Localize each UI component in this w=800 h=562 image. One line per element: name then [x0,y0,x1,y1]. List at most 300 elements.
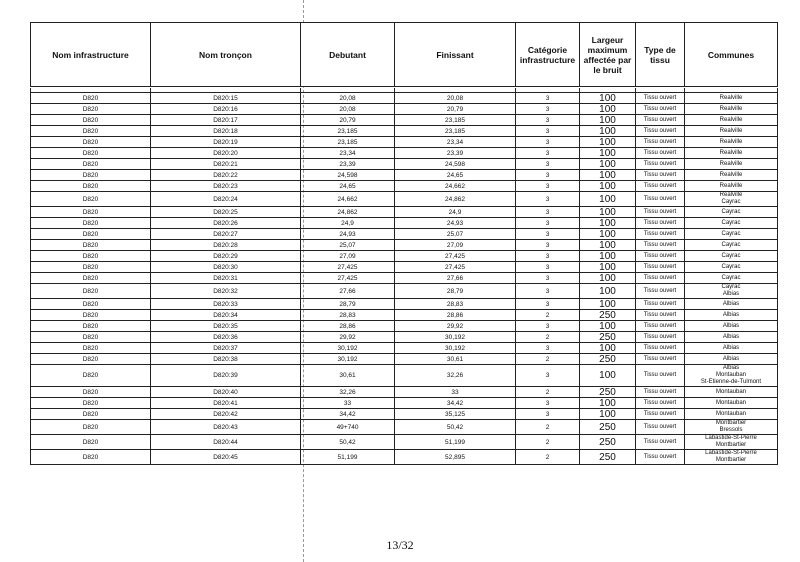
cell-categorie: 3 [516,398,580,409]
table-row [31,420,778,435]
cell-largeur: 250 [580,450,636,465]
commune-name: Albias [722,333,740,340]
cell-tissu: Tissu ouvert [636,93,685,104]
cell-troncon: D820:35 [151,321,301,332]
cell-finissant: 27,09 [395,240,516,251]
cell-tissu: Tissu ouvert [636,240,685,251]
cell-troncon: D820:25 [151,207,301,218]
cell-communes [685,321,778,332]
cell-debutant: 33 [301,398,395,409]
cell-tissu: Tissu ouvert [636,409,685,420]
cell-finissant: 27,66 [395,273,516,284]
cell-infrastructure: D820 [31,284,151,299]
cell-debutant: 28,86 [301,321,395,332]
cell-debutant: 51,199 [301,450,395,465]
cell-finissant: 24,65 [395,170,516,181]
cell-infrastructure: D820 [31,262,151,273]
cell-debutant: 24,662 [301,192,395,207]
cell-finissant: 23,39 [395,148,516,159]
cell-tissu: Tissu ouvert [636,115,685,126]
cell-largeur: 100 [580,299,636,310]
cell-troncon: D820:30 [151,262,301,273]
cell-categorie: 2 [516,435,580,450]
table-row [31,159,778,170]
commune-name: Cayrac [721,230,741,237]
table-row [31,137,778,148]
cell-infrastructure: D820 [31,126,151,137]
commune-name: Cayrac [721,274,741,281]
commune-name: Albias [722,300,740,307]
cell-largeur: 100 [580,240,636,251]
cell-finissant: 27,425 [395,262,516,273]
cell-categorie: 3 [516,229,580,240]
cell-troncon: D820:42 [151,409,301,420]
cell-infrastructure: D820 [31,398,151,409]
cell-debutant: 30,192 [301,354,395,365]
cell-infrastructure: D820 [31,409,151,420]
commune-name: Albias [722,322,740,329]
cell-infrastructure: D820 [31,435,151,450]
commune-name: Cayrac [721,263,741,270]
cell-tissu: Tissu ouvert [636,104,685,115]
cell-debutant: 27,425 [301,262,395,273]
commune-name: Realville [719,160,743,167]
commune-name: Montauban [715,388,747,395]
cell-communes [685,262,778,273]
table-row [31,299,778,310]
cell-finissant: 23,185 [395,126,516,137]
commune-name: Realville [719,171,743,178]
cell-infrastructure: D820 [31,181,151,192]
cell-infrastructure: D820 [31,207,151,218]
commune-name: Cayrac [721,208,741,215]
cell-communes [685,104,778,115]
cell-communes [685,387,778,398]
cell-tissu: Tissu ouvert [636,251,685,262]
cell-categorie: 3 [516,126,580,137]
commune-name: Realville [719,127,743,134]
cell-tissu: Tissu ouvert [636,321,685,332]
cell-infrastructure: D820 [31,420,151,435]
header-infrastructure: Nom infrastructure [31,23,151,87]
cell-troncon: D820:16 [151,104,301,115]
table-body [31,88,778,465]
cell-categorie: 3 [516,218,580,229]
cell-communes [685,273,778,284]
cell-debutant: 23,185 [301,137,395,148]
commune-name: Realville [719,105,743,112]
cell-communes [685,420,778,435]
cell-communes [685,148,778,159]
header-finissant: Finissant [395,23,516,87]
cell-largeur: 250 [580,420,636,435]
cell-finissant: 28,83 [395,299,516,310]
table-row [31,321,778,332]
cell-troncon: D820:24 [151,192,301,207]
cell-communes [685,93,778,104]
cell-finissant: 51,199 [395,435,516,450]
cell-largeur: 100 [580,148,636,159]
cell-largeur: 250 [580,387,636,398]
cell-finissant: 24,862 [395,192,516,207]
cell-categorie: 3 [516,93,580,104]
cell-tissu: Tissu ouvert [636,310,685,321]
cell-largeur: 100 [580,321,636,332]
cell-largeur: 100 [580,398,636,409]
commune-name: Realville [719,94,743,101]
cell-finissant: 30,192 [395,343,516,354]
commune-name: Albias [722,291,740,297]
table-row [31,343,778,354]
cell-troncon: D820:40 [151,387,301,398]
cell-finissant: 24,598 [395,159,516,170]
cell-categorie: 3 [516,365,580,387]
cell-debutant: 24,93 [301,229,395,240]
cell-finissant: 24,662 [395,181,516,192]
commune-name: Cayrac [721,219,741,226]
commune-name: Albias [722,311,740,318]
cell-communes [685,181,778,192]
cell-categorie: 3 [516,104,580,115]
cell-tissu: Tissu ouvert [636,450,685,465]
table-row [31,450,778,465]
commune-name: Montauban [715,372,747,378]
cell-debutant: 24,65 [301,181,395,192]
cell-categorie: 3 [516,284,580,299]
header-debutant: Debutant [301,23,395,87]
cell-categorie: 2 [516,354,580,365]
cell-largeur: 100 [580,284,636,299]
table-row [31,218,778,229]
cell-categorie: 3 [516,343,580,354]
cell-largeur: 250 [580,310,636,321]
cell-infrastructure: D820 [31,332,151,343]
cell-tissu: Tissu ouvert [636,148,685,159]
cell-categorie: 2 [516,387,580,398]
table-row [31,398,778,409]
commune-name: Albias [722,355,740,362]
cell-categorie: 3 [516,170,580,181]
cell-finissant: 28,79 [395,284,516,299]
cell-communes [685,398,778,409]
cell-communes [685,251,778,262]
cell-debutant: 27,425 [301,273,395,284]
cell-categorie: 3 [516,148,580,159]
cell-finissant: 28,86 [395,310,516,321]
cell-largeur: 100 [580,229,636,240]
cell-debutant: 20,79 [301,115,395,126]
table-row [31,273,778,284]
cell-largeur: 100 [580,93,636,104]
cell-largeur: 100 [580,170,636,181]
table-row [31,365,778,387]
page-number: 13/32 [386,538,414,552]
cell-troncon: D820:29 [151,251,301,262]
cell-infrastructure: D820 [31,170,151,181]
cell-debutant: 23,39 [301,159,395,170]
cell-largeur: 100 [580,273,636,284]
cell-infrastructure: D820 [31,192,151,207]
commune-name: Montauban [715,399,747,406]
cell-largeur: 100 [580,343,636,354]
table-row [31,262,778,273]
cell-infrastructure: D820 [31,93,151,104]
commune-name: Cayrac [721,252,741,259]
cell-troncon: D820:44 [151,435,301,450]
cell-communes [685,365,778,387]
cell-infrastructure: D820 [31,343,151,354]
cell-troncon: D820:36 [151,332,301,343]
commune-name: Realville [719,182,743,189]
cell-troncon: D820:18 [151,126,301,137]
table-row [31,435,778,450]
cell-largeur: 250 [580,354,636,365]
cell-largeur: 100 [580,115,636,126]
header-categorie: Catégorie infrastructure [516,23,580,87]
cell-communes [685,299,778,310]
cell-finissant: 24,93 [395,218,516,229]
cell-infrastructure: D820 [31,218,151,229]
table-row [31,310,778,321]
cell-infrastructure: D820 [31,387,151,398]
cell-finissant: 50,42 [395,420,516,435]
cell-troncon: D820:39 [151,365,301,387]
cell-tissu: Tissu ouvert [636,262,685,273]
cell-largeur: 250 [580,332,636,343]
cell-infrastructure: D820 [31,115,151,126]
cell-communes [685,284,778,299]
table-row [31,170,778,181]
cell-tissu: Tissu ouvert [636,192,685,207]
cell-categorie: 3 [516,240,580,251]
cell-tissu: Tissu ouvert [636,435,685,450]
cell-troncon: D820:43 [151,420,301,435]
cell-debutant: 24,862 [301,207,395,218]
commune-name: Bressols [719,427,743,433]
cell-infrastructure: D820 [31,450,151,465]
cell-troncon: D820:21 [151,159,301,170]
commune-name: Realville [719,192,743,198]
cell-categorie: 2 [516,450,580,465]
cell-troncon: D820:37 [151,343,301,354]
cell-troncon: D820:20 [151,148,301,159]
table-header [30,22,778,87]
table-row [31,148,778,159]
cell-communes [685,343,778,354]
cell-troncon: D820:45 [151,450,301,465]
cell-tissu: Tissu ouvert [636,354,685,365]
cell-debutant: 24,9 [301,218,395,229]
table-row [31,354,778,365]
cell-largeur: 100 [580,262,636,273]
cell-communes [685,192,778,207]
cell-finissant: 20,79 [395,104,516,115]
cell-tissu: Tissu ouvert [636,170,685,181]
cell-troncon: D820:17 [151,115,301,126]
commune-name: Realville [719,149,743,156]
table-row [31,251,778,262]
cell-communes [685,137,778,148]
cell-communes [685,435,778,450]
cell-troncon: D820:34 [151,310,301,321]
cell-tissu: Tissu ouvert [636,218,685,229]
commune-name: Montbartier [715,420,747,426]
table-row [31,192,778,207]
commune-name: Labastide-St-Pierre [705,435,757,441]
cell-troncon: D820:19 [151,137,301,148]
cell-largeur: 100 [580,409,636,420]
cell-troncon: D820:15 [151,93,301,104]
cell-communes [685,450,778,465]
cell-tissu: Tissu ouvert [636,365,685,387]
commune-name: Montbartier [715,457,747,463]
cell-infrastructure: D820 [31,365,151,387]
cell-communes [685,159,778,170]
cell-communes [685,115,778,126]
cell-infrastructure: D820 [31,229,151,240]
commune-name: Cayrac [721,284,741,290]
header-largeur: Largeur maximum affectée par le bruit [580,23,636,87]
table-row [31,181,778,192]
cell-communes [685,126,778,137]
cell-troncon: D820:33 [151,299,301,310]
cell-troncon: D820:26 [151,218,301,229]
cell-debutant: 34,42 [301,409,395,420]
cell-largeur: 100 [580,251,636,262]
cell-communes [685,218,778,229]
cell-tissu: Tissu ouvert [636,332,685,343]
cell-infrastructure: D820 [31,148,151,159]
cell-largeur: 100 [580,218,636,229]
cell-tissu: Tissu ouvert [636,420,685,435]
cell-infrastructure: D820 [31,299,151,310]
cell-infrastructure: D820 [31,240,151,251]
cell-categorie: 3 [516,159,580,170]
cell-largeur: 100 [580,159,636,170]
cell-tissu: Tissu ouvert [636,273,685,284]
cell-finissant: 25,07 [395,229,516,240]
cell-debutant: 23,34 [301,148,395,159]
commune-name: Montbartier [715,442,747,448]
cell-troncon: D820:28 [151,240,301,251]
cell-largeur: 100 [580,365,636,387]
cell-finissant: 30,192 [395,332,516,343]
cell-finissant: 34,42 [395,398,516,409]
cell-infrastructure: D820 [31,104,151,115]
cell-categorie: 3 [516,273,580,284]
cell-debutant: 27,66 [301,284,395,299]
cell-tissu: Tissu ouvert [636,181,685,192]
commune-name: Cayrac [721,199,741,205]
cell-debutant: 50,42 [301,435,395,450]
cell-tissu: Tissu ouvert [636,299,685,310]
cell-debutant: 24,598 [301,170,395,181]
commune-name: Montauban [715,410,747,417]
table-row [31,93,778,104]
commune-name: St-Etienne-de-Tulmont [700,379,762,385]
cell-infrastructure: D820 [31,159,151,170]
cell-communes [685,332,778,343]
cell-debutant: 29,92 [301,332,395,343]
cell-tissu: Tissu ouvert [636,387,685,398]
cell-tissu: Tissu ouvert [636,207,685,218]
commune-name: Labastide-St-Pierre [705,450,757,456]
cell-largeur: 100 [580,192,636,207]
cell-troncon: D820:31 [151,273,301,284]
commune-name: Realville [719,138,743,145]
cell-finissant: 24,9 [395,207,516,218]
cell-troncon: D820:23 [151,181,301,192]
data-table [30,88,778,465]
cell-tissu: Tissu ouvert [636,343,685,354]
cell-communes [685,354,778,365]
cell-tissu: Tissu ouvert [636,159,685,170]
cell-debutant: 20,08 [301,104,395,115]
cell-largeur: 100 [580,104,636,115]
cell-finissant: 29,92 [395,321,516,332]
cell-finissant: 23,34 [395,137,516,148]
commune-name: Cayrac [721,241,741,248]
cell-debutant: 27,09 [301,251,395,262]
cell-categorie: 3 [516,299,580,310]
cell-finissant: 35,125 [395,409,516,420]
cell-finissant: 33 [395,387,516,398]
cell-troncon: D820:41 [151,398,301,409]
cell-tissu: Tissu ouvert [636,126,685,137]
commune-name: Albias [722,365,740,371]
table-row [31,229,778,240]
cell-troncon: D820:32 [151,284,301,299]
table-row [31,284,778,299]
cell-categorie: 3 [516,115,580,126]
cell-finissant: 30,61 [395,354,516,365]
commune-name: Albias [722,344,740,351]
table-row [31,115,778,126]
table-row [31,409,778,420]
cell-infrastructure: D820 [31,137,151,148]
cell-tissu: Tissu ouvert [636,229,685,240]
cell-communes [685,310,778,321]
cell-troncon: D820:38 [151,354,301,365]
cell-categorie: 3 [516,251,580,262]
cell-debutant: 20,08 [301,93,395,104]
cell-categorie: 3 [516,137,580,148]
header-troncon: Nom tronçon [151,23,301,87]
cell-communes [685,207,778,218]
cell-infrastructure: D820 [31,310,151,321]
cell-largeur: 100 [580,181,636,192]
header-tissu: Type de tissu [636,23,685,87]
cell-finissant: 23,185 [395,115,516,126]
cell-finissant: 32,26 [395,365,516,387]
cell-finissant: 20,08 [395,93,516,104]
cell-categorie: 3 [516,207,580,218]
cell-largeur: 100 [580,137,636,148]
cell-troncon: D820:22 [151,170,301,181]
cell-infrastructure: D820 [31,273,151,284]
cell-finissant: 52,895 [395,450,516,465]
cell-largeur: 100 [580,207,636,218]
cell-tissu: Tissu ouvert [636,137,685,148]
cell-troncon: D820:27 [151,229,301,240]
cell-infrastructure: D820 [31,251,151,262]
table-row [31,207,778,218]
cell-categorie: 3 [516,192,580,207]
cell-debutant: 32,26 [301,387,395,398]
table-row [31,387,778,398]
header-communes: Communes [685,23,778,87]
cell-communes [685,170,778,181]
